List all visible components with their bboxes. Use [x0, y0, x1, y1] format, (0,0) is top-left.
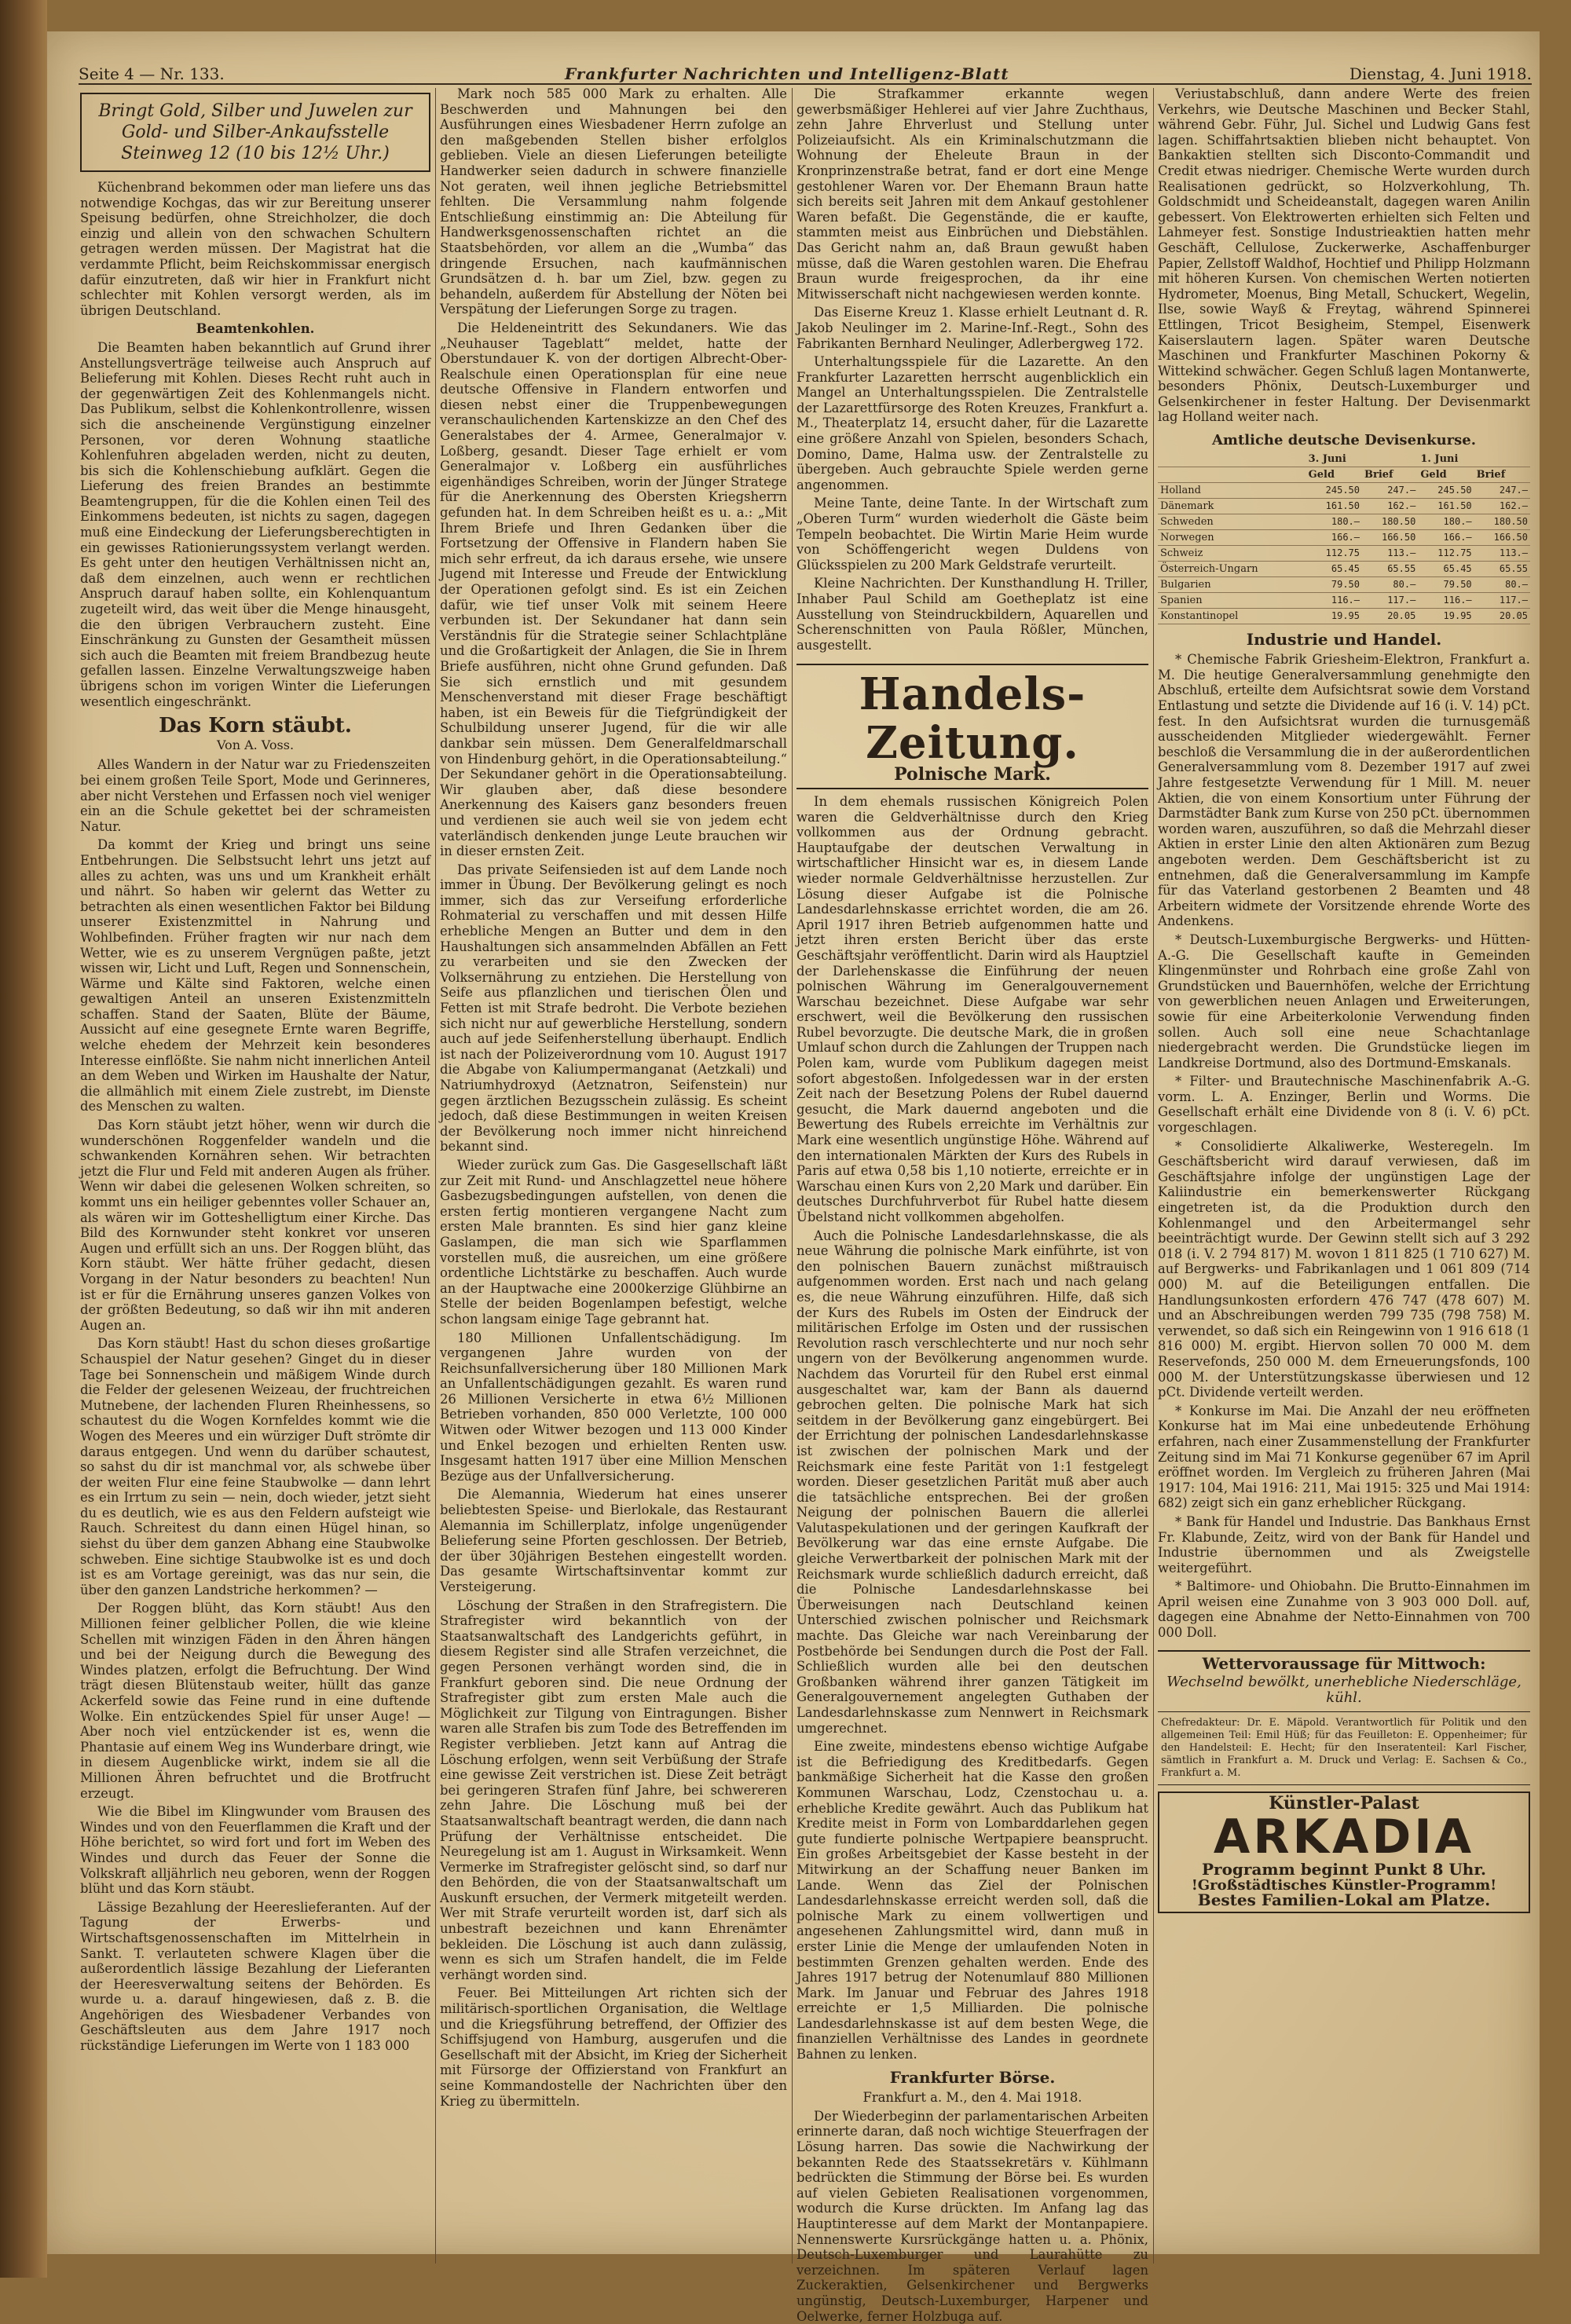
rate-value: 162.— — [1362, 498, 1418, 514]
boerse-heading: Frankfurter Börse. — [889, 2067, 1056, 2087]
rate-value: 65.55 — [1362, 561, 1418, 576]
article-paragraph: Mark noch 585 000 Mark zu erhalten. Alle Beschwerden und Mahnungen bei den Ausführungen eines Wiesbadener Herrn zufolge an den maßgebenden Stellen bisher erfolglos geblieben. Viele an diesen Lieferungen beteiligte Handwerker seien dadurch in schwere finanzielle Not geraten, weil ihnen jegliche Betriebsmittel fehlten. Die Versammlung nahm folgende Entschließung einstimmig an: Die Abteilung für Handwerksgenossenschaften richtet an die Staatsbehörden, vor allem an die „Wumba“ das dringende Ersuchen, nach kaufmännischen Grundsätzen d. h. bar um Ziel, bzw. gegen zu behandeln, außerdem für Abstellung der Nöten bei Verspätung der Lieferungen Sorge zu tragen. — [440, 86, 787, 317]
column-rule — [1153, 88, 1154, 2264]
table-header — [1158, 467, 1306, 482]
rate-value: 80.— — [1362, 576, 1418, 592]
article-paragraph: Wie die Bibel im Klingwunder vom Brausen des Windes und von den Feuerflammen die Kraft und der Höhe berichtet, so wird fort und fort im Weben des Windes und durch das Feuer der Sonne die Volkskraft alljährlich neu geboren, wenn der Roggen blüht und das Korn stäubt. — [80, 1804, 430, 1897]
article-paragraph: Auch die Polnische Landesdarlehnskasse, die als neue Währung die polnische Mark einführte, ist von den polnischen Bauern zunächst mißtrauisch aufgenommen worden. Erst nach und nach gelang es, die neue Währung einzuführen. Hilfe, daß sich der Kurs des Rubels im Osten der Eindruck der militärischen Erfolge im Osten und der russischen Revolution rasch verschlechterte und nur noch sehr ungern von der Bevölkerung angenommen wurde. Nachdem das Vorurteil für den Rubel erst einmal ausgeschaltet war, kam der Bann als dauernd gebrochen gelten. Die polnische Mark hat sich seitdem in der Bevölkerung ganz eingebürgert. Bei der Errichtung der polnischen Landesdarlehnskasse ist zwischen der polnischen Mark und der Reichsmark eine feste Parität von 1:1 festgelegt worden. Dieser gesetzlichen Parität muß aber auch die tatsächliche entsprechen. Bei der großen Neigung der polnischen Bauern die allerlei Valutaspekulationen und der geringen Kaufkraft der Bevölkerung war das eine ernste Aufgabe. Die gleiche Verwertbarkeit der polnischen Mark mit der Reichsmark wurde schließlich dadurch erreicht, daß die Polnische Landesdarlehnskasse bei Überweisungen nach Deutschland keinen Unterschied zwischen polnischer und Reichsmark machte. Das Gleiche war nach Vereinbarung der Postbehörde bei Sendungen durch die Post der Fall. Schließlich wurden alle bei den deutschen Großbanken während ihrer ganzen Tätigkeit im Generalgouvernement angelegten Guthaben der Landesdarlehnskasse zum Nennwert in Reichsmark umgerechnet. — [796, 1228, 1148, 1736]
rate-value: 19.95 — [1418, 608, 1474, 624]
table-row — [1158, 529, 1530, 545]
currency-name: Konstantinopel — [1158, 608, 1306, 624]
ad-venue: Künstler-Palast — [1269, 1793, 1419, 1814]
rate-value: 116.— — [1306, 592, 1362, 608]
rate-value: 79.50 — [1306, 576, 1362, 592]
rate-value: 247.— — [1362, 482, 1418, 498]
article-paragraph: * Consolidierte Alkaliwerke, Westeregeln. Im Geschäftsbericht wird darauf verwiesen, daß im Geschäftsjahre infolge der ungünstigen Lage der Kaliindustrie ein bemerkenswerter Rückgang eingetreten ist, da die Produktion durch den Kohlenmangel und den Arbeitermangel sehr beeinträchtigt wurde. Der Gewinn stellt sich auf 3 292 018 (i. V. 2 794 817) M. wovon 1 811 825 (1 710 627) M. auf Bergwerks- und Fabrikanlagen und 1 061 809 (714 000) M. auf die Beteiligungen entfallen. Die Handlungsunkosten erfordern 476 747 (478 607) M. und an Abschreibungen werden 799 735 (798 758) M. verwendet, so daß sich ein Reingewinn von 1 916 618 (1 816 000) M. ergibt. Hiervon sollen 70 000 M. dem Reservefonds, 250 000 M. dem Erneuerungsfonds, 100 000 M. der Unterstützungskasse überwiesen und 12 pCt. Dividende verteilt werden. — [1158, 1138, 1530, 1400]
column-2 — [440, 86, 787, 2270]
article-paragraph: Die Beamten haben bekanntlich auf Grund ihrer Anstellungsverträge teilweise auch Anspruch auf Belieferung mit Kohlen. Dieses Recht ruht auch in der gegenwärtigen Zeit des Kohlenmangels nicht. Das Publikum, selbst die Kohlenkontrollenre, wissen sich die anscheinende Vergünstigung einzelner Personen, vor deren Wohnung staatliche Kohlenfuhren abgeladen werden, nicht zu deuten, bis sich die Kohlenschiebung aufklärt. Gegen die Lieferung des freien Brandes an bestimmte Beamtengruppen, für die die Kohlen einen Teil des Einkommens bedeuten, ist nichts zu sagen, dagegen muß eine Eindeckung der Lieferungsberechtigten in ein gewisses Rationierungssystem verlangt werden. Es geht unter den heutigen Verhältnissen nicht an, daß dem einzelnen, auch wenn er rechtlichen Anspruch darauf haben sollte, ein Kohlenquantum zugeteilt wird, das weit über die Menge hinausgeht, die den übrigen Verbrauchern zusteht. Eine Einschränkung zu Gunsten der Gesamtheit müssen sich auch die Beamten mit freiem Brandbezug heute gefallen lassen. Einzelne Verwaltungszweige haben übrigens schon im vorigen Winter die Lieferungen wesentlich eingeschränkt. — [80, 339, 430, 709]
article-paragraph: Feuer. Bei Mitteilungen Art richten sich der militärisch-sportlichen Organisation, die Weltlage und die Kriegsführung betreffend, der Offizier des Schiffsjugend von Hamburg, ausgerufen und die Gesellschaft mit der Absicht, im Krieg der Sicherheit mit Fürsorge der Offizierstand von Frankfurt an seine Kommandostelle der Nachrichten über den Krieg zu übermitteln. — [440, 1985, 787, 2109]
rate-value: 116.— — [1418, 592, 1474, 608]
ad-name: ARKADIA — [1213, 1810, 1475, 1865]
currency-name: Schweden — [1158, 514, 1306, 529]
devisen-table-body — [1158, 482, 1530, 624]
article-paragraph: Die Strafkammer erkannte wegen gewerbsmäßiger Hehlerei auf vier Jahre Zuchthaus, zehn Jahre Ehrverlust und Stellung unter Polizeiaufsicht. Als ein Kriminalschutzmann die Wohnung der Eheleute Braun in der Kronprinzenstraße betrat, fand er dort eine Menge gestohlener Waren vor. Der Ehemann Braun hatte sich bereits seit Jahren mit dem Ankauf gestohlener Waren befaßt. Die Gegenstände, die er kaufte, stammten meist aus Einbrüchen und Diebstählen. Das Gericht nahm an, daß Braun gewußt haben müsse, daß die Waren gestohlen waren. Die Ehefrau Braun wurde freigesprochen, da ihr eine Mitwisserschaft nicht nachgewiesen werden konnte. — [796, 86, 1148, 302]
article-heading: Beamtenkohlen. — [196, 321, 315, 337]
table-header: Geld — [1306, 467, 1362, 482]
rate-value: 117.— — [1362, 592, 1418, 608]
article-paragraph: Die Alemannia, Wiederum hat eines unserer beliebtesten Speise- und Bierlokale, das Restaurant Alemannia im Schillerplatz, infolge ungenügender Belieferung seine Pforten geschlossen. Der Betrieb, der über 30jährigen Bestehen eingestellt worden. Das gesamte Wirtschaftsinventar kommt zur Versteigerung. — [440, 1487, 787, 1594]
article-paragraph: Wieder zurück zum Gas. Die Gasgesellschaft läßt zur Zeit mit Rund- und Anschlagzettel neue höhere Gasbezugsbedingungen aufstellen, von denen die ersten fertig montieren vergangene Nacht zum ersten Male brannten. Es sind hier ganz kleine Gaslampen, die man sich wie Sparflammen vorstellen muß, die ausreichen, um eine größere ordentliche Lichtstärke zu beschaffen. Auch wurde an der Hauptwache eine 2000kerzige Glühbirne an Stelle der beiden Bogenlampen befestigt, welche schon langsam einige Tage gebrannt hat. — [440, 1157, 787, 1327]
article-paragraph: Lässige Bezahlung der Heereslieferanten. Auf der Tagung der Erwerbs- und Wirtschaftsgenossenschaften im Mittelrhein in Sankt. T. verlauteten schwere Klagen über die außerordentlich lässige Bezahlung der Lieferanten der Heeresverwaltung seitens der Behörden. Es wurde u. a. darauf hingewiesen, daß z. B. die Angehörigen des Wiesbadener Verbandes von Geschäftsleuten aus dem Jahre 1917 noch rückständige Lieferungen im Werte von 1 183 000 — [80, 1899, 430, 2054]
article-paragraph: Da kommt der Krieg und bringt uns seine Entbehrungen. Die Selbstsucht lehrt uns jetzt auf alles zu achten, was uns und um Krankheit erhält und nährt. So haben wir gelernt das Wetter zu betrachten als einen wesentlichen Faktor bei Bildung unserer Existenzmittel in Nahrung und Wohlbefinden. Früher fragten wir nur nach dem Wetter, wie es zu unserem Vergnügen paßte, jetzt wissen wir, Licht und Luft, Regen und Sonnenschein, Wärme und Kälte sind Faktoren, welche einen gewaltigen Anteil an unseren Existenzmitteln schaffen. Stand der Saaten, Blüte der Bäume, Aussicht auf eine gesegnete Ernte waren Begriffe, welche ehedem der Mehrzeit kein besonderes Interesse einflößte. Sie nahm nicht innerlichen Anteil an dem Weben und Wirken im Haushalte der Natur, die allmählich mit einem Ziele zustrebt, im Dienste des Menschen zu walten. — [80, 837, 430, 1114]
article-author: Von A. Voss. — [216, 737, 295, 752]
article-title: Das Korn stäubt. — [159, 714, 352, 738]
rate-value: 112.75 — [1418, 545, 1474, 561]
table-header: 1. Juni — [1418, 452, 1530, 467]
table-row — [1158, 592, 1530, 608]
article-paragraph: Löschung der Straßen in den Strafregistern. Die Strafregister wird bekanntlich von der Staatsanwaltschaft des Landgerichts geführt, in diesem Register sind alle Strafen verzeichnet, die gegen Personen verhängt worden sind, die in Frankfurt geboren sind. Die neue Ordnung der Strafregister gibt zum ersten Male auch die Möglichkeit zur Tilgung von Eintragungen. Bisher waren alle Strafen bis zum Tode des Betreffenden im Register verblieben. Jetzt kann auf Antrag die Löschung erfolgen, wenn seit Verbüßung der Strafe eine gewisse Zeit verstrichen ist. Diese Zeit beträgt bei geringeren Strafen fünf Jahre, bei schwereren zehn Jahre. Die Löschung muß bei der Staatsanwaltschaft beantragt werden, die dann nach Prüfung der Verhältnisse entscheidet. Die Neuregelung ist am 1. August in Wirksamkeit. Wenn Vermerke im Strafregister gelöscht sind, so darf nur den Behörden, die von der Staatsanwaltschaft um Auskunft ersuchen, der Vermerk mitgeteilt werden. Wer mit Strafe verurteilt worden ist, darf sich als unbestraft bezeichnen und kann Ehrenämter bekleiden. Die Löschung ist auch dann zulässig, wenn es sich um Strafen handelt, die im Felde verhängt worden sind. — [440, 1598, 787, 1982]
issue-date: Dienstag, 4. Juni 1918. — [1349, 64, 1532, 83]
rate-value: 79.50 — [1418, 576, 1474, 592]
article-paragraph: * Chemische Fabrik Griesheim-Elektron, Frankfurt a. M. Die heutige Generalversammlung genehmigte den Abschluß, erteilte dem Aufsichtsrat sowie dem Vorstand Entlastung und setzte die Dividende auf 16 (i. V. 14) pCt. fest. In den Aufsichtsrat wurden die turnusgemäß ausscheidenden Mitglieder wiedergewählt. Ferner beschloß die Versammlung die in der außerordentlichen Generalversammlung vom 8. Dezember 1917 auf zwei Jahre festgesetzte Verwendung für 1 Mill. M. neuer Aktien, die von einem Konsortium unter Führung der Darmstädter Bank zum Kurse von 250 pCt. übernommen worden waren, auszuführen, so daß die Mehrzahl dieser Aktien in erster Linie den alten Aktionären zum Bezug angeboten werden. Dem Geschäftsbericht ist zu entnehmen, daß die Generalversammlung im Kampfe für das Vaterland gestorbenen 2 Beamten und 48 Arbeitern widmete der Vorsitzende ehrende Worte des Andenkens. — [1158, 652, 1530, 929]
table-header: 3. Juni — [1306, 452, 1419, 467]
dateline: Frankfurt a. M., den 4. Mai 1918. — [862, 2090, 1082, 2106]
rate-value: 247.— — [1474, 482, 1530, 498]
weather-forecast — [1158, 1650, 1530, 1706]
rate-value: 161.50 — [1306, 498, 1362, 514]
currency-name: Bulgarien — [1158, 576, 1306, 592]
page-header — [79, 57, 1532, 85]
table-row — [1158, 498, 1530, 514]
table-row — [1158, 514, 1530, 529]
rate-value: 113.— — [1474, 545, 1530, 561]
devisen-heading: Amtliche deutsche Devisenkurse. — [1211, 432, 1477, 449]
page-number: Seite 4 — Nr. 133. — [79, 64, 225, 83]
article-paragraph: * Baltimore- und Ohiobahn. Die Brutto-Einnahmen im April weisen eine Zunahme von 3 903 000 Doll. auf, dagegen eine Abnahme der Netto-Einnahmen von 700 000 Doll. — [1158, 1579, 1530, 1641]
currency-name: Holland — [1158, 482, 1306, 498]
rate-value: 180.— — [1306, 514, 1362, 529]
currency-name: Schweiz — [1158, 545, 1306, 561]
weather-title: Wettervoraussage für Mittwoch: — [1202, 1653, 1486, 1673]
table-row — [1158, 545, 1530, 561]
article-paragraph: Meine Tante, deine Tante. In der Wirtschaft zum „Oberen Turm“ wurden wiederholt die Gäste beim Tempeln beobachtet. Die Wirtin Marie Heim wurde von Schöffengericht wegen Duldens von Glücksspielen zu 200 Mark Geldstrafe verurteilt. — [796, 496, 1148, 573]
currency-name: Norwegen — [1158, 529, 1306, 545]
article-paragraph: Veriustabschluß, dann andere Werte des freien Verkehrs, wie Deutsche Maschinen und Becker Stahl, während Gebr. Führ, Jul. Sichel und Ludwig Gans fest lagen. Schiffahrtsaktien blieben nicht behauptet. Von Bankaktien stellten sich Disconto-Commandit und Credit etwas niedriger. Chemische Werte wurden durch Realisationen gedrückt, so Holzverkohlung, Th. Goldschmidt und Scheideanstalt, dagegen waren Anilin gebessert. Von Elektrowerten erhielten sich Felten und Lahmeyer fest. Sonstige Industrieaktien hatten mehr Geschäft, Cellulose, Zuckerwerke, Aschaffenburger Papier, Zellstoff Waldhof, Hochtief und Philipp Holzmann mit höheren Kursen. Von chemischen Werten notierten Hydrometer, Moenus, Bing Metall, Schuckert, Wegelin, Ilse, sowie Wayß & Freytag, während Spinnerei Ettlingen, Tricot Besigheim, Stempel, Eisenwerk Kaiserslautern lagen. Später waren Deutsche Maschinen und Frankfurter Maschinen Pokorny & Wittekind schwächer. Gegen Schluß lagen Montanwerte, besonders Phönix, Deutsch-Luxemburger und Gelsenkirchener in fester Haltung. Der Devisenmarkt lag Holland weiter nach. — [1158, 86, 1530, 425]
rate-value: 162.— — [1474, 498, 1530, 514]
rate-value: 19.95 — [1306, 608, 1362, 624]
rate-value: 20.05 — [1474, 608, 1530, 624]
rate-value: 161.50 — [1418, 498, 1474, 514]
ad-program: Programm beginnt Punkt 8 Uhr. — [1202, 1860, 1486, 1879]
article-paragraph: In dem ehemals russischen Königreich Polen waren die Geldverhältnisse durch den Krieg vollkommen aus der Ordnung gebracht. Hauptaufgabe der deutschen Verwaltung in wirtschaftlicher Hinsicht war es, in diesem Lande wieder normale Geldverhältnisse herzustellen. Zur Lösung dieser Aufgabe ist die Polnische Landesdarlehnskasse errichtet worden, die am 26. April 1917 ihren Betrieb aufgenommen hatte und jetzt ihren ersten Bericht über das erste Geschäftsjahr veröffentlicht. Darin wird als Hauptziel der Darlehenskasse die Einführung der neuen polnischen Währung im Generalgouvernement Warschau bezeichnet. Diese Aufgabe war sehr erschwert, weil die Bevölkerung den russischen Rubel bevorzugte. Die deutsche Mark, die in großen Umlauf schon durch die Zahlungen der Truppen nach Polen kam, wurde vom Publikum dagegen meist sofort abgestoßen. Infolgedessen war in der ersten Zeit nach der Besetzung Polens der Rubel dauernd gesucht, die Mark dauernd angeboten und die Bewertung des Rubels erreichte im Verhältnis zur Mark eine wesentlich ungünstige Höhe. Während auf den internationalen Märkten der Kurs des Rubels in Paris auf etwa 0,58 bis 1,10 notierte, erreichte er in Warschau einen Kurs von 2,20 Mark und darüber. Ein deutsches Durchfuhrverbot für Rubel hatte diesem Übelstand nicht vollkommen abgeholfen. — [796, 793, 1148, 1224]
article-paragraph: Kleine Nachrichten. Der Kunsthandlung H. Triller, Inhaber Paul Schild am Goetheplatz ist eine Ausstellung von Steindruckbildern, Aquarellen und Scherenschnitten von Paula Rößler, München, ausgestellt. — [796, 576, 1148, 653]
rate-value: 20.05 — [1362, 608, 1418, 624]
rate-value: 65.45 — [1418, 561, 1474, 576]
table-header-row — [1158, 452, 1530, 467]
table-header: Brief — [1362, 467, 1418, 482]
rate-value: 65.45 — [1306, 561, 1362, 576]
article-paragraph: Das Korn stäubt! Hast du schon dieses großartige Schauspiel der Natur gesehen? Ginget du in dieser Tage bei Sonnenschein und mäßigem Winde durch die Felder der gelesenen Weizeau, der fruchtreichen Mutnebene, der lachenden Fluren Rheinhessens, so schautest du die Wogen Kornfeldes kommt wie die Wogen des Meeres und ein würziger Duft strömte dir daraus entgegen. Und wenn du darüber schautest, so sahst du dir ist manchmal vor, als schwebe über der weiten Flur eine feine Staubwolke — dann lehrt es ein Irrtum zu sein — nein, doch wieder, jetzt sieht du es deutlich, wie es aus den Feldern aufsteigt wie Rauch. Schreitest du dann einen Hügel hinan, so siehst du über dem ganzen Abhang eine Staubwolke schweben. Eine sichtige Staubwolke ist es und doch ist es am Vortage gereinigt, was das nur sein, die über den ganzen Landstriche herkommen? — — [80, 1336, 430, 1598]
column-4 — [1158, 86, 1530, 2270]
article-paragraph: Das private Seifensieden ist auf dem Lande noch immer in Übung. Der Bevölkerung gelingt es noch immer, sich das zur Verseifung erforderliche Rohmaterial zu verschaffen und mit dessen Hilfe erhebliche Mengen an Butter und dem in den Haushaltungen sich ansammelnden Abfällen an Fett zu verarbeiten und sie den Zwecken der Volksernährung zu entziehen. Die Herstellung von Seife aus pflanzlichen und tierischen Ölen und Fetten ist mit Strafe bedroht. Die Verbote beziehen sich nicht nur auf gewerbliche Herstellung, sondern auch auf jede Seifenherstellung überhaupt. Endlich ist nach der Polizeiverordnung vom 10. August 1917 die Abgabe von Kaliumpermanganat (Aetzkali) und Natriumhydroxyd (Aetznatron, Seifenstein) nur gegen ärztlichen Bezugsschein zulässig. Es scheint jedoch, daß diese Bestimmungen in weiten Kreisen der Bevölkerung noch immer nicht hinreichend bekannt sind. — [440, 862, 787, 1155]
rate-value: 166.50 — [1474, 529, 1530, 545]
impressum: Chefredakteur: Dr. E. Mäpold. Verantwortlich für Politik und den allgemeinen Teil: Emil Hüß; für das Feuilleton: E. Oppenheimer; für den Handelsteil: E. Hecht; für den Inseratenteil: Karl Fischer, sämtlich in Frankfurt a. M. Druck und Verlag: E. Sachsen & Co., Frankfurt a. M. — [1158, 1711, 1530, 1785]
ad-tagline: Bestes Familien-Lokal am Platze. — [1197, 1890, 1491, 1910]
table-header: Geld — [1418, 467, 1474, 482]
table-header — [1158, 452, 1306, 467]
article-paragraph: Küchenbrand bekommen oder man liefere uns das notwendige Kochgas, das wir zur Bereitung unserer Speisung bedürfen, ohne Streichholzer, die doch einzig und allein von den schwachen Schultern getragen werden müssen. Der Magistrat hat die verdammte Pflicht, beim Reichskommissar energisch dafür einzutreten, daß wir hier in Frankfurt nicht schlechter mit Kohlen versorgt werden, als im übrigen Deutschland. — [80, 180, 430, 318]
table-header-row — [1158, 467, 1530, 482]
article-paragraph: Alles Wandern in der Natur war zu Friedenszeiten bei einem großen Teile Sport, Mode und Gerinneres, aber nicht Verstehen und Erfassen noch viel weniger ein an die Schule gekettet bei der schrameisten Natur. — [80, 757, 430, 834]
article-paragraph: Eine zweite, mindestens ebenso wichtige Aufgabe ist die Befriedigung des Kreditbedarfs. Gegen bankmäßige Sicherheit hat die Kasse den großen Kommunen Warschau, Lodz, Czenstochau u. a. erhebliche Kredite gewährt. Auch das Publikum hat Kredite meist in Form von Lombarddarlehen gegen gute fundierte polnische Wertpapiere beansprucht. Ein großes Arbeitsgebiet der Kasse besteht in der Mitwirkung an der Schaffung neuer Banken im Lande. Wenn das Ziel der Polnischen Landesdarlehnskasse erreicht werden soll, daß die polnische Mark zu einem vollwertigen und angesehenen Zahlungsmittel wird, dann muß in erster Linie die Menge der umlaufenden Noten in bestimmten Grenzen gehalten werden. Ende des Jahres 1917 betrug der Notenumlauf 880 Millionen Mark. Im Januar und Februar des Jahres 1918 erreichte er 1,5 Milliarden. Die polnische Landesdarlehnskasse ist auf dem besten Wege, die finanziellen Verhältnisse des Landes in geordnete Bahnen zu lenken. — [796, 1739, 1148, 2062]
article-paragraph: Unterhaltungsspiele für die Lazarette. An den Frankfurter Lazaretten herrscht augenblicklich ein Mangel an Unterhaltungsspielen. Die Zentralstelle der Lazarettfürsorge des Roten Kreuzes, Frankfurt a. M., Theaterplatz 14, ersucht daher, für die Lazarette eine größere Anzahl von Spielen, besonders Schach, Domino, Dame, Halma usw. der Zentralstelle zu übergeben. Auch gebrauchte Spiele werden gerne angenommen. — [796, 354, 1148, 492]
rate-value: 166.50 — [1362, 529, 1418, 545]
rate-value: 245.50 — [1306, 482, 1362, 498]
currency-name: Österreich-Ungarn — [1158, 561, 1306, 576]
column-1 — [80, 86, 430, 2270]
column-rule — [792, 88, 793, 2264]
rate-value: 180.— — [1418, 514, 1474, 529]
table-row — [1158, 608, 1530, 624]
article-paragraph: Die Heldeneintritt des Sekundaners. Wie das „Neuhauser Tageblatt“ meldet, hatte der Oberstundauer K. von der dortigen Albrecht-Ober-Realschule einen Operationsplan für eine neue deutsche Offensive in Flandern entworfen und diesen nebst einer die Truppenbewegungen veranschaulichenden Kartenskizze an den Chef des Generalstabes der 4. Armee, Generalmajor v. Loßberg, gesandt. Dieser Tage erhielt er vom Generalmajor v. Loßberg ein ausführliches eigenhändiges Schreiben, worin der Jünger Stratege für die Anerkennung des Obersten Kriegsherrn gefunden hat. In dem Schreiben heißt es u. a.: „Mit Ihrem Briefe und Ihren Gedanken über die Fortsetzung der Offensive in Flandern haben Sie mich sehr erfreut, da ich daraus ersehe, wie unsere Jugend mit Interesse und Freude der Entwicklung der Operationen gefolgt sind. Es ist ein Zeichen dafür, wie tief unser Volk mit seinem Heere verbunden ist. Der Sekundaner hat dann sein Verständnis für die Strategie seiner Schlachtpläne und die Großartigkeit der Anlagen, die Sie in Ihrem Briefe ausführen, nicht ohne Grund gefunden. Daß Sie sich ernstlich und mit gesundem Menschenverstand mit dieser Frage beschäftigt haben, ist ein Beweis für die Tiefgründigkeit der Schulbildung unserer Jugend, für die wir alle dankbar sein müssen. Dem Generalfeldmarschall von Hindenburg gehört, in die Operationsabteilung.“ Der Sekundaner gehört in die Operationsabteilung. Wir glauben aber, daß diese besondere Anerkennung des Kaisers ganz besonders freuen und verdienen sie auch weil sie von jedem echt vaterländisch denkenden junge Leute brauchen wir in dieser ernsten Zeit. — [440, 320, 787, 859]
rate-value: 180.50 — [1362, 514, 1418, 529]
table-row — [1158, 482, 1530, 498]
currency-name: Dänemark — [1158, 498, 1306, 514]
rate-value: 112.75 — [1306, 545, 1362, 561]
article-paragraph: Der Roggen blüht, das Korn stäubt! Aus den Millionen feiner gelblicher Pollen, die wie kleine Schellen mit winzigen Fäden in den Ähren hängen und bei der Neigung durch die Bewegung des Windes platzen, erfolgt die Befruchtung. Der Wind trägt diesen Blütenstaub weiter, hüllt das ganze Ackerfeld sowie das Feine rund in eine duftende Wolke. Ein entzückendes Spiel für unser Auge! — Aber noch viel entzückender ist es, wenn die Phantasie auf einem Weg ins Wunderbare dringt, wie in diesem Augenblicke wirkt, indem sie all die Millionen Ähren befruchtet und die Brotfrucht erzeugt. — [80, 1601, 430, 1801]
rate-value: 117.— — [1474, 592, 1530, 608]
rate-value: 113.— — [1362, 545, 1418, 561]
rate-value: 166.— — [1418, 529, 1474, 545]
rate-value: 245.50 — [1418, 482, 1474, 498]
table-row — [1158, 576, 1530, 592]
article-paragraph: Das Eiserne Kreuz 1. Klasse erhielt Leutnant d. R. Jakob Neulinger im 2. Marine-Inf.-Regt., Sohn des Fabrikanten Bernhard Neulinger, Adlerbergweg 172. — [796, 305, 1148, 351]
table-row — [1158, 561, 1530, 576]
rate-value: 65.55 — [1474, 561, 1530, 576]
article-paragraph: Der Wiederbeginn der parlamentarischen Arbeiten erinnerte daran, daß noch wichtige Steuerfragen der Lösung harren. Das sowie die Nachwirkung der bekannten Rede des Staatssekretärs v. Kühlmann bedrückten die Stimmung der Börse bei. Es wurden auf vielen Gebieten Realisationen vorgenommen, wodurch die Kurse drückten. Im Anfang lag das Hauptinteresse auf dem Markt der Montanpapiere. Nennenswerte Kursrückgänge hatten u. a. Phönix, Deutsch-Luxemburger und Laurahütte zu verzeichnen. Im späteren Verlauf lagen Zuckeraktien, Gelsenkirchener und Bergwerks ungünstig, Deutsch-Luxemburger, Harpener und Oelwerke, ferner Holzbuga auf. — [796, 2108, 1148, 2324]
section-subtitle: Polnische Mark. — [894, 764, 1051, 785]
rate-value: 80.— — [1474, 576, 1530, 592]
arkadia-ad — [1158, 1791, 1530, 1912]
article-paragraph: Das Korn stäubt jetzt höher, wenn wir durch die wunderschönen Roggenfelder wandeln und die schwankenden Kornähren sehen. Wir betrachten jetzt die Flur und Feld mit anderen Augen als früher. Wenn wir dabei die gelesenen Wolken schreiten, so kommt uns ein heiliger gebenntes voller Schauer an, als wären wir im Gotteshelligtum einer Kirche. Das Bild des Kornwunder steht konkret vor unseren Augen und erfüllt sich an uns. Der Roggen blüht, das Korn stäubt. Wer hätte früher gedacht, diesen Vorgang in der Natur besonders zu beachten! Nun ist er für die Ernährung unseres ganzen Volkes von der größten Bedeutung, so daß wir ihn mit anderen Augen an. — [80, 1118, 430, 1333]
article-paragraph: * Konkurse im Mai. Die Anzahl der neu eröffneten Konkurse hat im Mai eine unbedeutende Erhöhung erfahren, nach einer Zusammenstellung der Frankfurter Zeitung sind im Mai 71 Konkurse gegenüber 67 im April eröffnet worden. Im Vergleich zu früheren Jahren (Mai 1917: 104, Mai 1916: 211, Mai 1915: 325 und Mai 1914: 682) zeigt sich ein ganz erheblicher Rückgang. — [1158, 1403, 1530, 1511]
industrie-heading: Industrie und Handel. — [1246, 629, 1442, 649]
rate-value: 166.— — [1306, 529, 1362, 545]
rate-value: 180.50 — [1474, 514, 1530, 529]
weather-text: Wechselnd bewölkt, unerhebliche Niederschläge, kühl. — [1166, 1674, 1522, 1706]
article-paragraph: * Deutsch-Luxemburgische Bergwerks- und Hütten-A.-G. Die Gesellschaft kaufte in Gemeinden Klingenmünster und Rohrbach eine große Zahl von Grundstücken und Bauernhöfen, welche der Errichtung von gewerblichen neuen Anlagen und Erweiterungen, sowie für eine Arbeiterkolonie Verwendung finden sollen. Auch soll eine neue Schachtanlage niedergebracht werden. Die Grundstücke liegen im Landkreise Dortmund, also des Dortmund-Emskanals. — [1158, 931, 1530, 1071]
handels-zeitung-banner — [796, 664, 1148, 789]
article-paragraph: * Bank für Handel und Industrie. Das Bankhaus Ernst Fr. Klabunde, Zeitz, wird von der Bank für Handel und Industrie übernommen und als Zweigstelle weitergeführt. — [1158, 1513, 1530, 1576]
devisen-table — [1158, 452, 1530, 624]
gold-ankauf-ad: Bringt Gold, Silber und Juwelen zur Gold- und Silber-Ankaufsstelle Steinweg 12 (10 bis 12½ Uhr.) — [80, 93, 430, 172]
currency-name: Spanien — [1158, 592, 1306, 608]
table-header: Brief — [1474, 467, 1530, 482]
article-paragraph: * Filter- und Brautechnische Maschinenfabrik A.-G. vorm. L. A. Enzinger, Berlin und Worms. Die Gesellschaft erhält eine Dividende von 8 (i. V. 6) pCt. vorgeschlagen. — [1158, 1074, 1530, 1136]
column-rule — [435, 88, 436, 2264]
column-3 — [796, 86, 1148, 2324]
article-paragraph: 180 Millionen Unfallentschädigung. Im vergangenen Jahre wurden von der Reichsunfallversicherung über 180 Millionen Mark an Unfallentschädigungen gezahlt. Es waren rund 26 Millionen Versicherte in etwa 6½ Millionen Betrieben vorhanden, 850 000 Verletzte, 100 000 Witwen oder Witwer bezogen und 113 000 Kinder und Enkel bezogen und erhielten Renten usw. Insgesamt hatten 1917 über eine Million Menschen Bezüge aus der Unfallversicherung. — [440, 1330, 787, 1484]
binding-spine — [0, 0, 47, 2278]
masthead-title: Frankfurter Nachrichten und Intelligenz-Blatt — [564, 64, 1009, 83]
ad-subline: !Großstädtisches Künstler-Programm! — [1191, 1876, 1497, 1894]
section-title: Handels-Zeitung. — [859, 668, 1086, 770]
